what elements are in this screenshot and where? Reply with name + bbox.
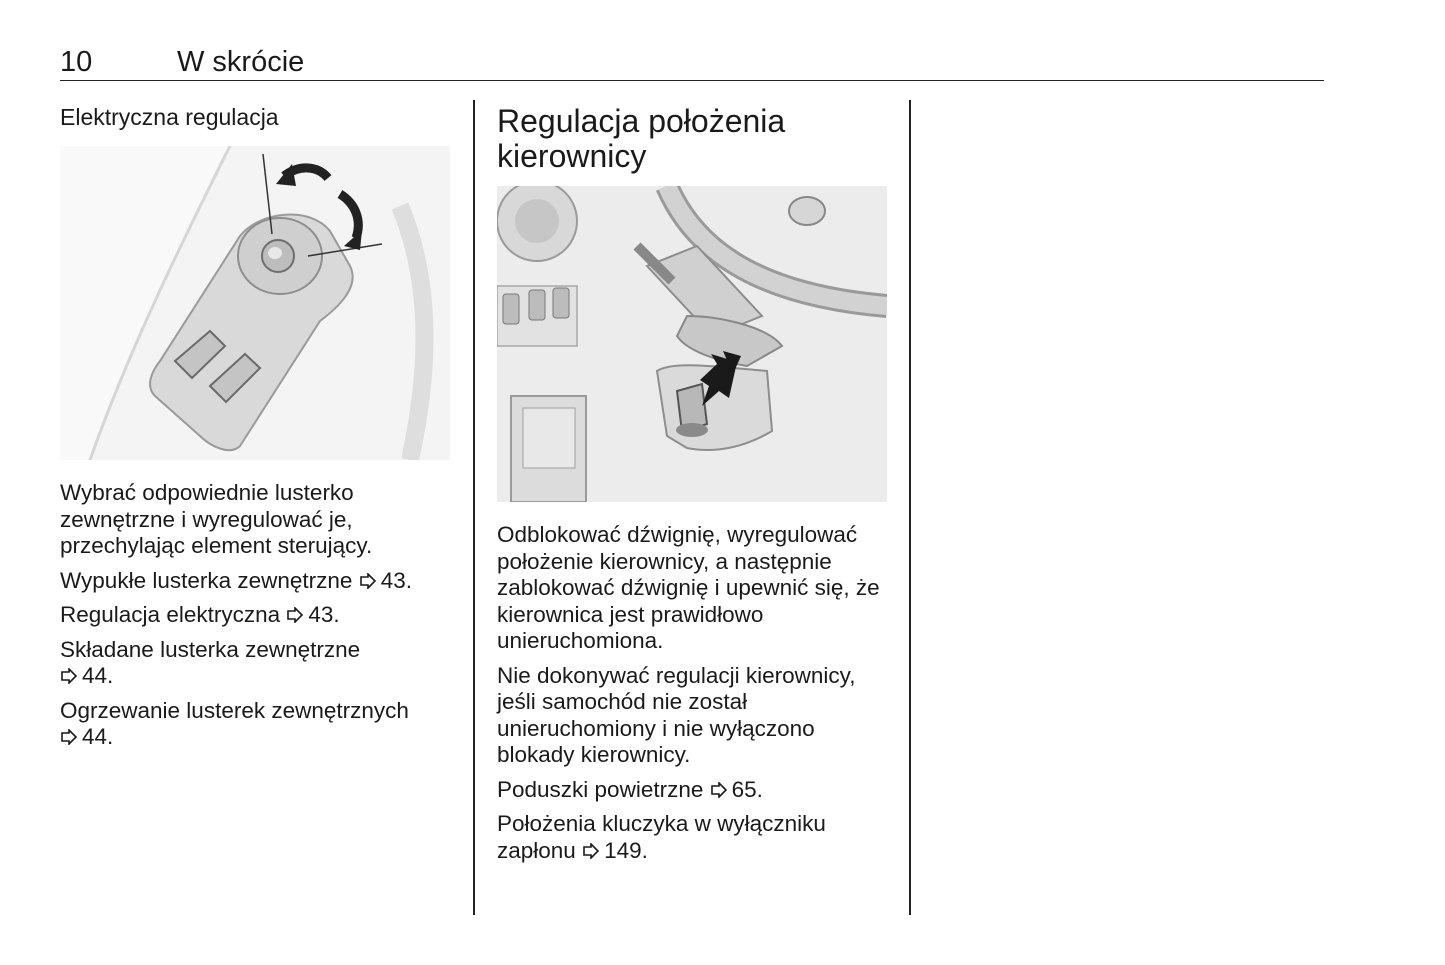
page-reference-icon bbox=[286, 607, 304, 623]
page-header bbox=[60, 44, 1324, 81]
chapter-title: W skrócie bbox=[177, 46, 305, 78]
reference-text: Poduszki powietrzne bbox=[497, 776, 704, 802]
warning-paragraph: Nie dokonywać regulacji kierownicy, jeśli samochód nie został unieruchomiony i nie wyłączono blokady kierownicy. bbox=[497, 662, 856, 767]
middle-column bbox=[497, 100, 892, 872]
page-reference-icon bbox=[60, 668, 78, 684]
reference-item[interactable] bbox=[60, 602, 455, 629]
reference-item[interactable] bbox=[60, 698, 455, 751]
column-divider bbox=[473, 100, 475, 915]
reference-item[interactable] bbox=[60, 637, 455, 690]
reference-text: Wypukłe lusterka zewnętrzne bbox=[60, 567, 353, 593]
column-divider bbox=[909, 100, 911, 915]
reference-text: Składane lusterka zewnętrzne bbox=[60, 636, 361, 662]
page-reference-icon bbox=[582, 843, 600, 859]
section-subheading: Elektryczna regulacja bbox=[60, 104, 279, 130]
reference-page: 43. bbox=[380, 567, 412, 593]
reference-page: 43. bbox=[308, 602, 340, 627]
reference-page: 65. bbox=[731, 776, 763, 802]
reference-item[interactable] bbox=[497, 777, 892, 804]
page-number: 10 bbox=[60, 46, 93, 78]
left-column bbox=[60, 100, 455, 759]
section-title bbox=[497, 104, 892, 174]
page-reference-icon bbox=[359, 573, 377, 589]
reference-page: 44. bbox=[82, 663, 114, 688]
reference-page: 44. bbox=[82, 724, 114, 749]
reference-text: Regulacja elektryczna bbox=[60, 602, 281, 627]
section-title-line2: kierownicy bbox=[497, 138, 647, 174]
section-title-line1: Regulacja położenia bbox=[497, 103, 786, 139]
page-reference-icon bbox=[710, 782, 728, 798]
mirror-control-figure bbox=[60, 146, 450, 460]
reference-page: 149. bbox=[604, 837, 648, 863]
instruction-paragraph: Odblokować dźwignię, wyregulować położenie kierownicy, a następnie zablokować dźwignię i upewnić się, że kierownica jest prawidłowo unieruchomiona. bbox=[497, 522, 880, 653]
instruction-paragraph: Wybrać odpowiednie lusterko zewnętrzne i wyregulować je, przechylając element sterujący. bbox=[60, 480, 373, 558]
page-reference-icon bbox=[60, 729, 78, 745]
reference-text: Położenia kluczyka w wyłączniku zapłonu bbox=[497, 811, 826, 863]
reference-item[interactable] bbox=[60, 568, 455, 595]
reference-text: Ogrzewanie lusterek zewnętrznych bbox=[60, 697, 409, 723]
reference-item[interactable] bbox=[497, 811, 892, 864]
steering-wheel-lever-figure bbox=[497, 186, 887, 502]
